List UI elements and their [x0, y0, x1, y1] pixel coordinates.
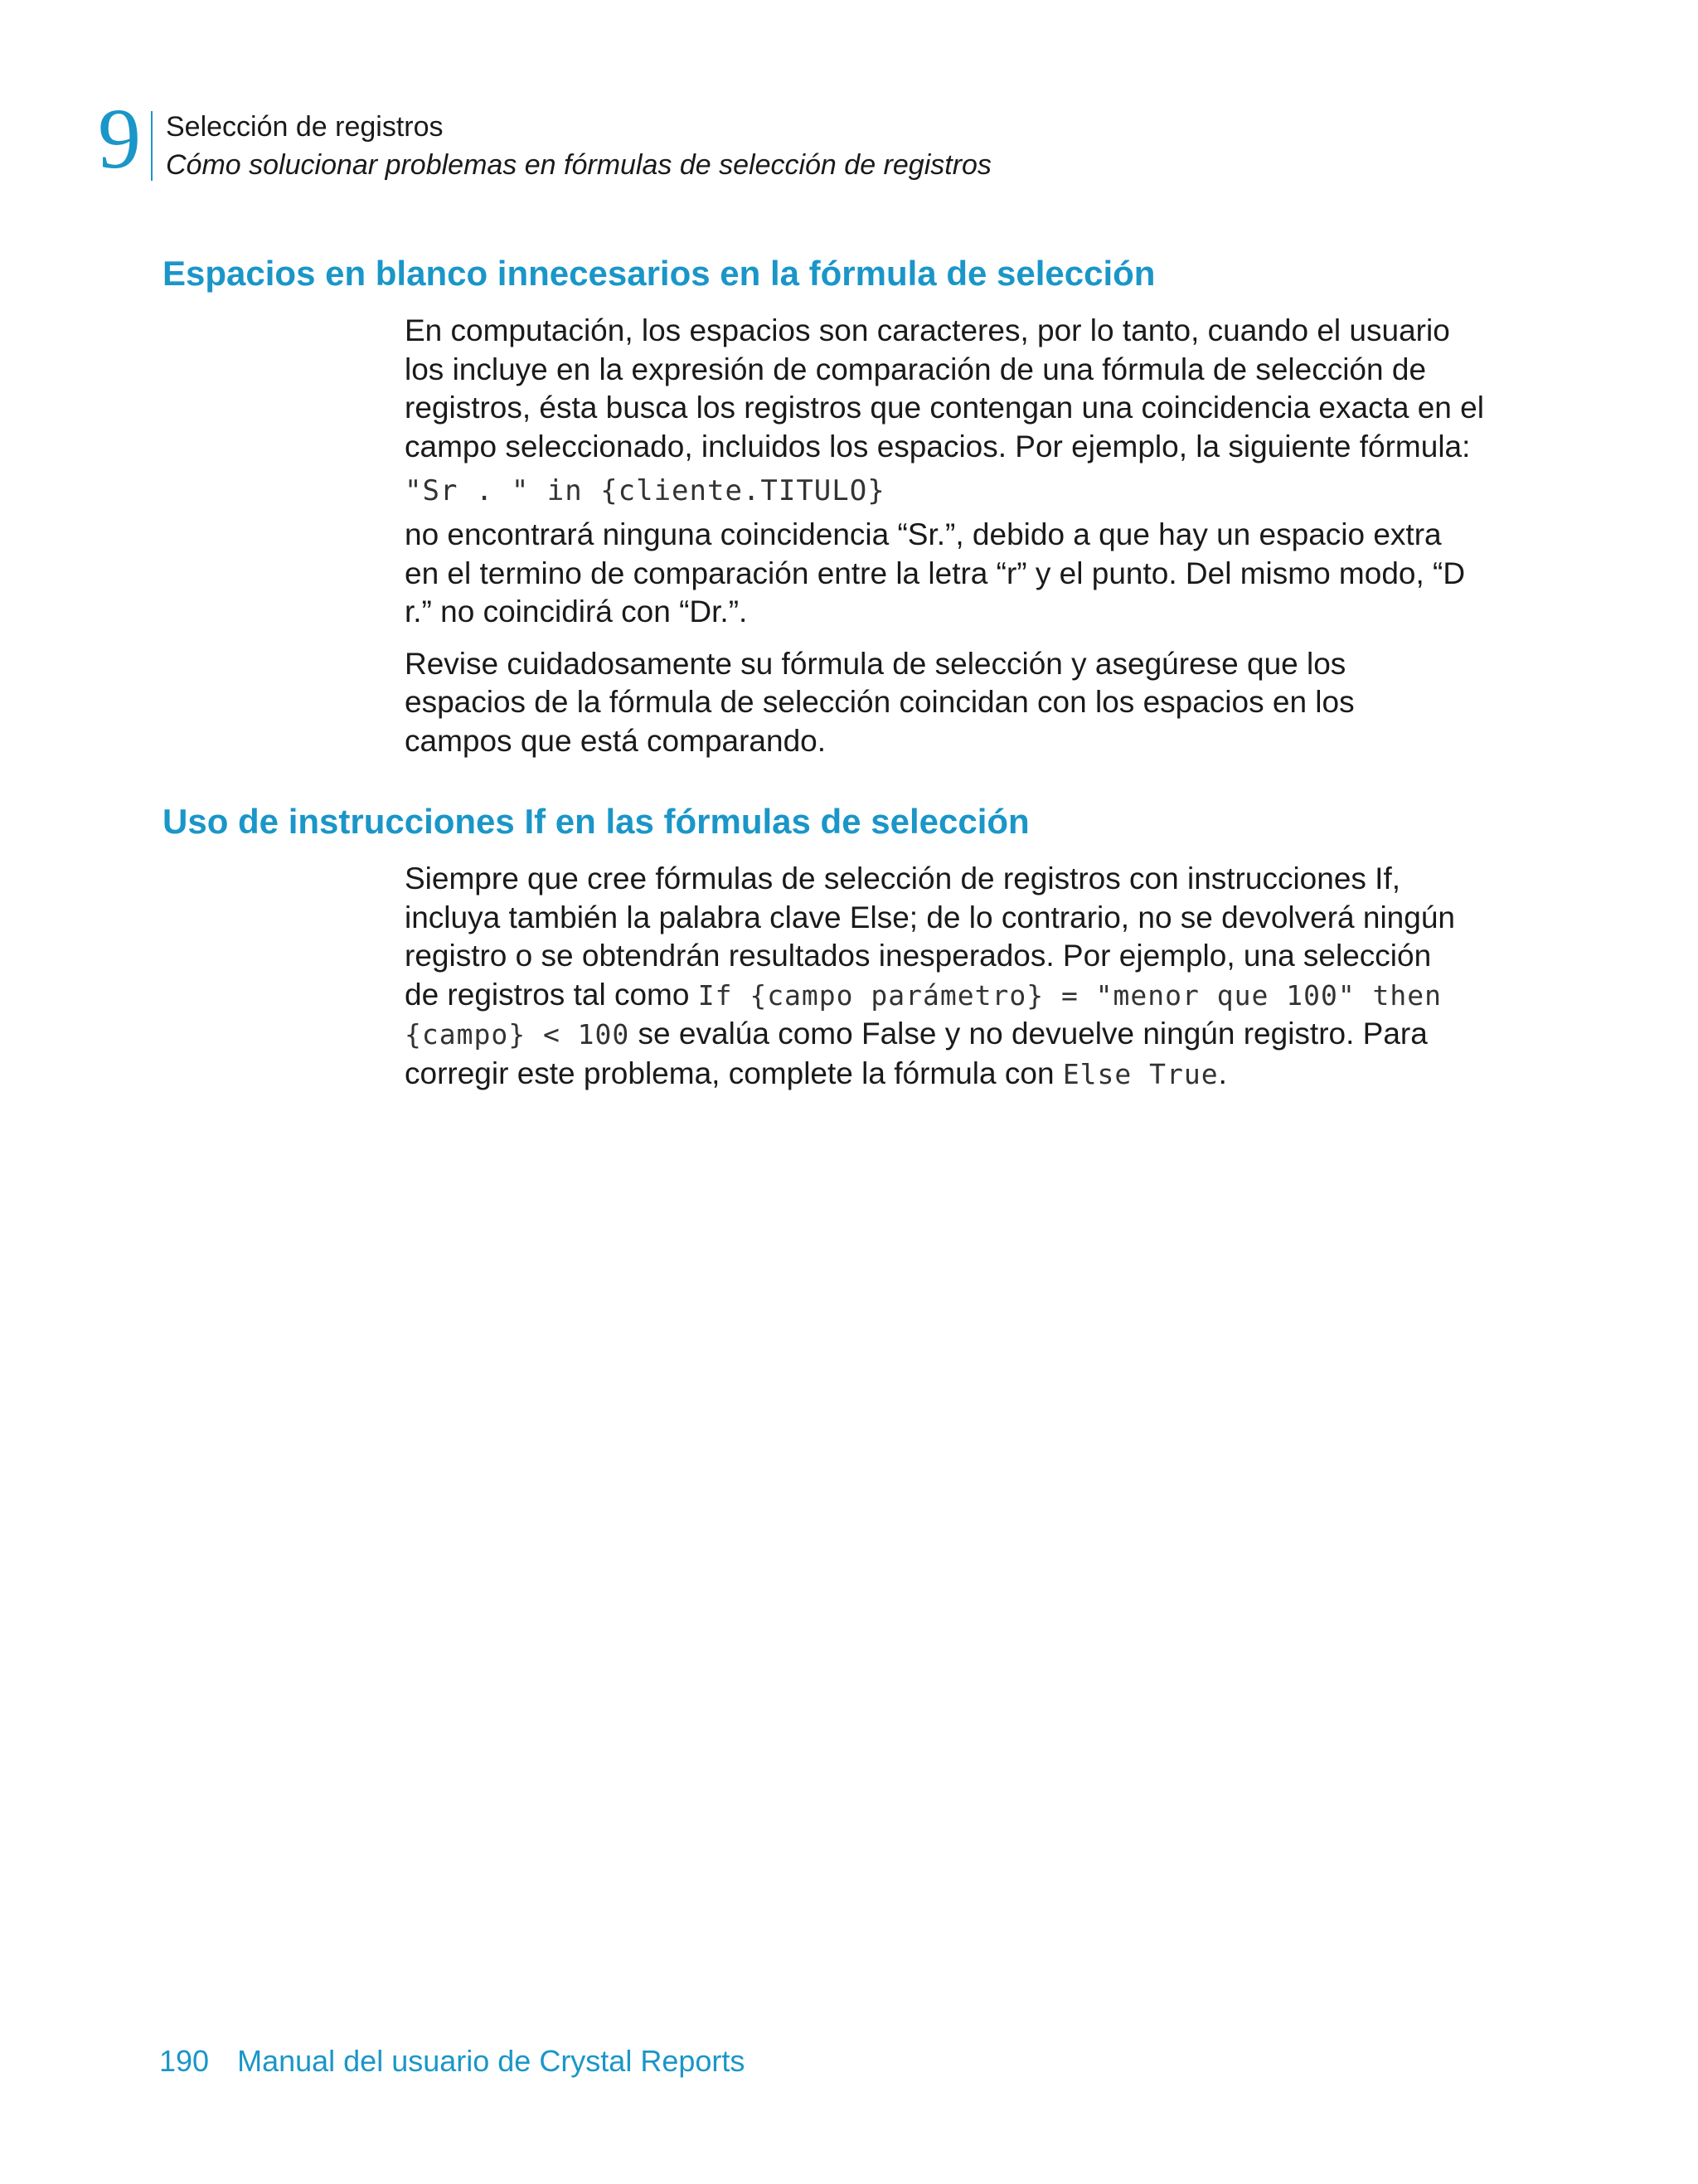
code-example: "Sr . " in {cliente.TITULO} — [405, 474, 885, 507]
chapter-subtitle: Cómo solucionar problemas en fórmulas de selección de registros — [166, 149, 992, 181]
text-line: Revise cuidadosamente su fórmula de selección y asegúrese que los — [405, 646, 1346, 681]
section-heading-if: Uso de instrucciones If en las fórmulas de selección — [163, 802, 1030, 841]
chapter-title: Selección de registros — [166, 111, 444, 143]
text-line: campo seleccionado, incluidos los espacios. Por ejemplo, la siguiente fórmula: — [405, 429, 1471, 463]
text-line: Siempre que cree fórmulas de selección de registros con instrucciones If, — [405, 861, 1401, 895]
inline-code: If {campo parámetro} = "menor que 100" then — [697, 978, 1443, 1012]
text-line: incluya también la palabra clave Else; de lo contrario, no se devolverá ningún — [405, 900, 1455, 934]
text-line: corregir este problema, complete la fórmula con — [405, 1056, 1063, 1090]
header-text — [166, 108, 992, 184]
text-line: registros, ésta busca los registros que contengan una coincidencia exacta en el — [405, 391, 1484, 425]
inline-code: {campo} < 100 — [405, 1018, 630, 1051]
text-line: . — [1218, 1056, 1227, 1090]
paragraph — [405, 860, 1499, 1094]
inline-code: Else True — [1062, 1057, 1219, 1090]
paragraph — [405, 645, 1499, 761]
section-heading-spaces: Espacios en blanco innecesarios en la fórmula de selección — [163, 254, 1156, 293]
text-line: registro o se obtendrán resultados inesperados. Por ejemplo, una selección — [405, 939, 1432, 973]
page-footer — [159, 2043, 745, 2080]
header-divider — [151, 111, 153, 181]
text-line: En computación, los espacios son caracteres, por lo tanto, cuando el usuario — [405, 313, 1450, 347]
text-line: de registros tal como — [405, 977, 698, 1012]
page-header — [98, 91, 1259, 187]
chapter-number: 9 — [98, 91, 141, 187]
text-line: no encontrará ninguna coincidencia “Sr.”, debido a que hay un espacio extra — [405, 517, 1442, 551]
text-line: los incluye en la expresión de comparación de una fórmula de selección de — [405, 352, 1427, 386]
section-body-spaces — [405, 312, 1499, 760]
paragraph — [405, 516, 1499, 632]
text-line: r.” no coincidirá con “Dr.”. — [405, 595, 748, 629]
section-body-if — [405, 860, 1499, 1094]
text-line: espacios de la fórmula de selección coincidan con los espacios en los — [405, 685, 1355, 719]
text-line: se evalúa como False y no devuelve ningún registro. Para — [629, 1017, 1428, 1051]
paragraph — [405, 312, 1499, 466]
page-number: 190 — [159, 2044, 210, 2078]
text-line: en el termino de comparación entre la letra “r” y el punto. Del mismo modo, “D — [405, 556, 1466, 590]
text-line: campos que está comparando. — [405, 723, 827, 758]
book-title: Manual del usuario de Crystal Reports — [237, 2044, 745, 2078]
